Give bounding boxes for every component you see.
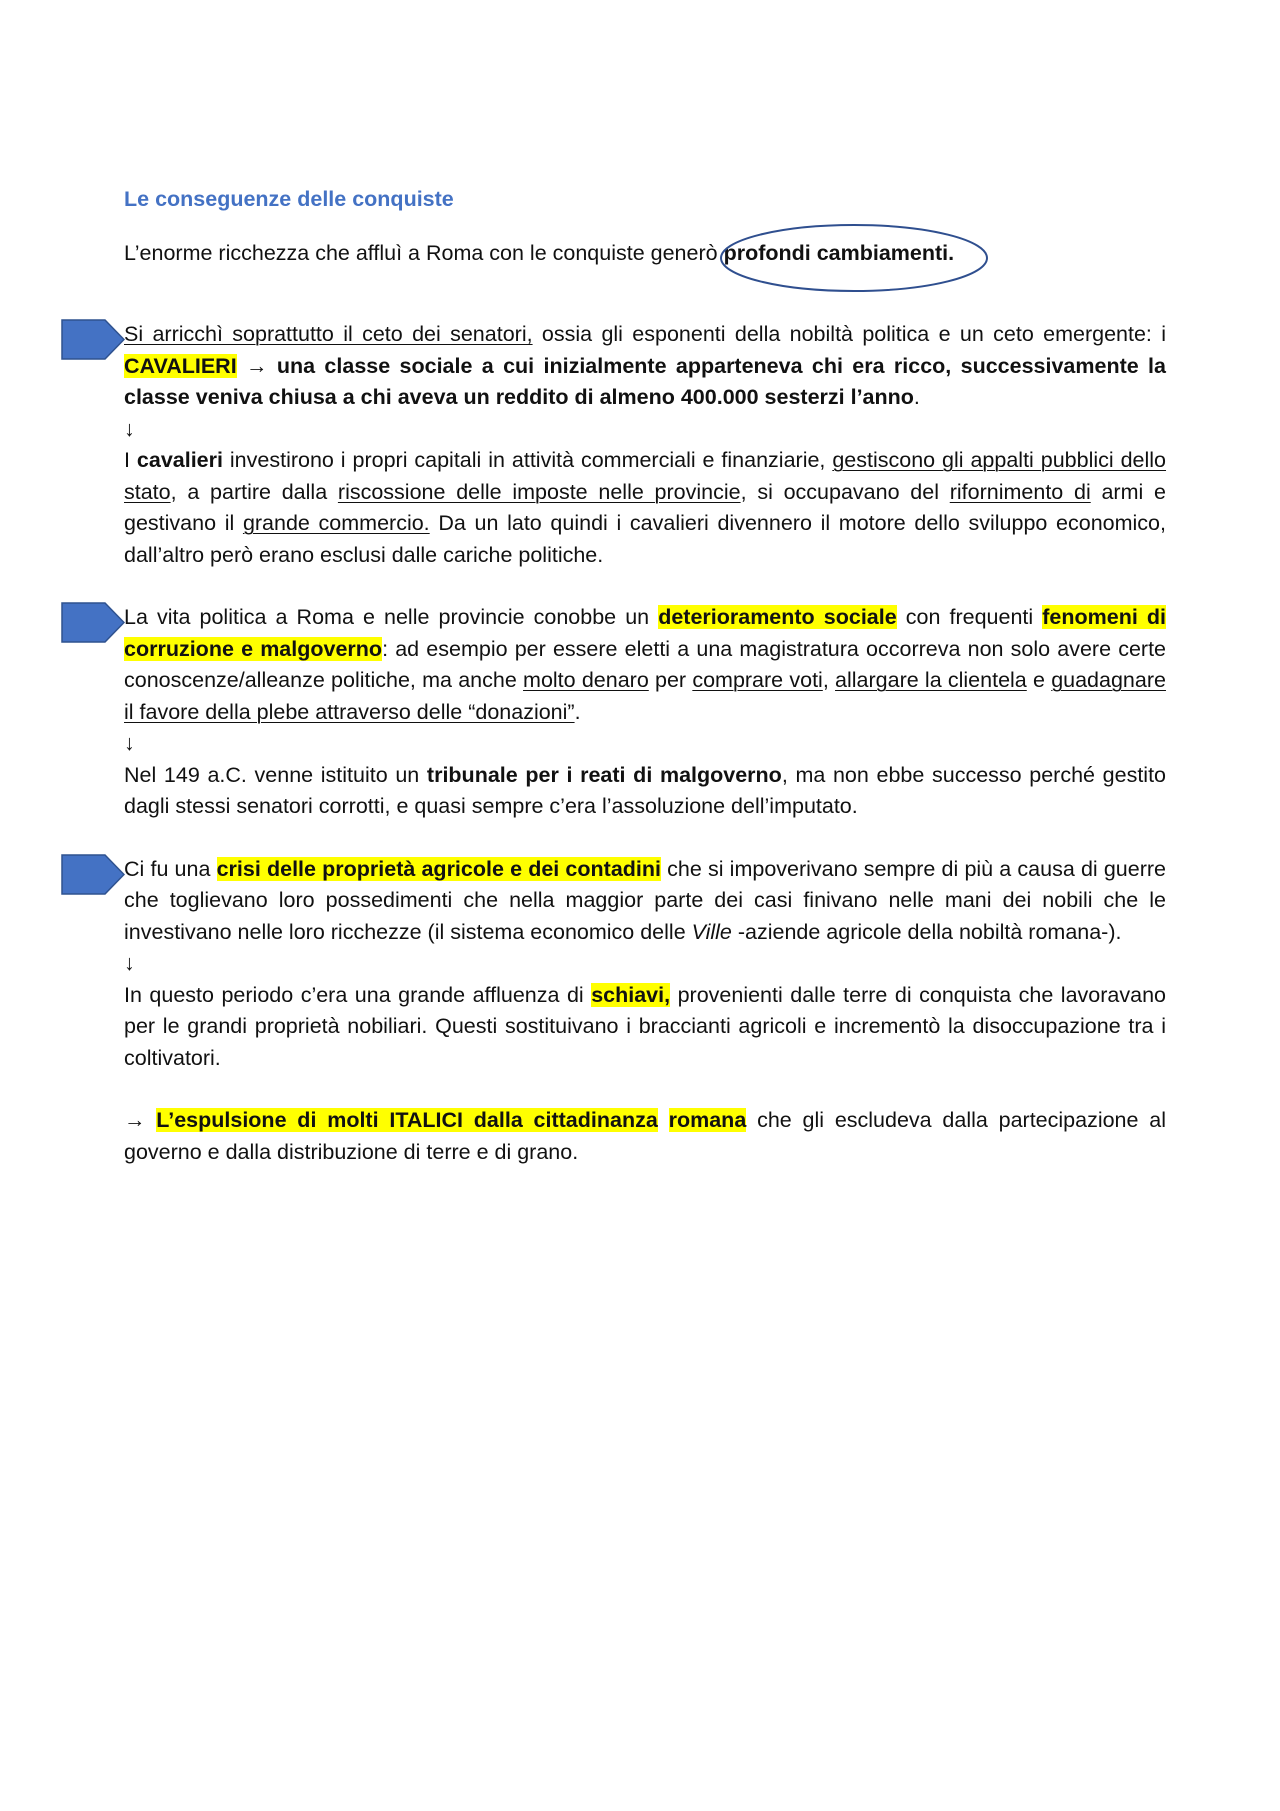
text: Da un lato quindi i cavalieri divennero il motore dello sviluppo economico, dall’altro però erano esclusi dalle cariche politiche. — [124, 511, 1166, 567]
circled-phrase — [724, 238, 955, 270]
section-corruption — [124, 602, 1166, 823]
underlined-text: comprare voti — [692, 668, 823, 692]
text: provenienti dalle terre di conquista che lavoravano per le grandi proprietà nobiliari. Questi sostituivano i braccianti agricoli e incrementò la disoccupazione tra i coltivatori. — [124, 982, 1166, 1070]
paragraph — [124, 445, 1166, 571]
section-italici — [124, 1105, 1166, 1168]
document-body — [124, 184, 1166, 1199]
highlighted-term: romana — [668, 1108, 747, 1132]
underlined-text: Si arricchì soprattutto il ceto dei senatori, — [124, 322, 533, 346]
text: , ma non ebbe successo perché gestito dagli stessi senatori corrotti, e quasi sempre c’era l’assoluzione dell’imputato. — [124, 762, 1167, 818]
pentagon-marker-icon — [61, 319, 125, 360]
section-agriculture — [124, 854, 1166, 1075]
down-arrow-icon: ↓ — [124, 416, 135, 441]
text: . — [574, 699, 581, 724]
text — [658, 1108, 669, 1132]
text: In questo periodo c’era una grande affluenza di — [124, 982, 592, 1007]
right-arrow-icon: → — [246, 353, 268, 378]
underlined-text: allargare la clientela — [835, 668, 1027, 692]
pentagon-marker-icon — [61, 602, 125, 643]
down-arrow-icon: ↓ — [124, 951, 135, 975]
text: Ci fu una — [124, 856, 217, 881]
highlighted-term: CAVALIERI — [124, 353, 237, 378]
bold-text: tribunale per i reati di malgoverno — [426, 762, 782, 787]
underlined-text: molto denaro — [523, 668, 649, 692]
text: , si occupavano del — [740, 479, 950, 504]
text: I — [124, 448, 137, 472]
text: Nel 149 a.C. venne istituito un — [124, 762, 427, 787]
underlined-text: gestiscono gli appalti pubblici dello stato — [124, 448, 1167, 504]
intro-circled-text: profondi cambiamenti. — [723, 240, 955, 265]
paragraph — [124, 854, 1166, 949]
paragraph — [124, 1105, 1166, 1168]
bold-text: una classe sociale a cui inizialmente apparteneva chi era ricco, successivamente la classe veniva chiusa a chi aveva un reddito di almeno 400.000 sesterzi l’anno — [124, 353, 1166, 409]
highlighted-term: L’espulsione di molti ITALICI dalla cittadinanza — [156, 1108, 658, 1132]
pentagon-marker-icon — [61, 854, 125, 895]
highlighted-term: deterioramento sociale — [658, 605, 897, 629]
text: che si impoverivano sempre di più a causa di guerre che toglievano loro possedimenti che nella maggior parte dei casi finivano nelle mani dei nobili che le investivano nelle loro ricchezze (il sistema economico delle — [124, 856, 1166, 944]
page-title: Le conseguenze delle conquiste — [124, 187, 454, 211]
text: , — [822, 668, 836, 692]
highlighted-term: crisi delle proprietà agricole e dei contadini — [216, 856, 661, 881]
underlined-text: riscossione delle imposte nelle provincie — [337, 479, 741, 504]
bold-text: cavalieri — [136, 448, 223, 472]
intro-text: L’enorme ricchezza che affluì a Roma con le conquiste generò — [124, 240, 724, 265]
highlighted-term: schiavi, — [591, 982, 671, 1007]
paragraph — [124, 980, 1166, 1075]
section-senators — [124, 319, 1166, 571]
italic-text: Ville — [691, 919, 732, 944]
text: armi e gestivano il — [124, 479, 1166, 535]
text: che gli escludeva dalla partecipazione al governo e dalla distribuzione di terre e di grano. — [124, 1108, 1166, 1164]
text: . — [913, 385, 920, 409]
underlined-text: guadagnare il favore della plebe attraverso delle “donazioni” — [124, 668, 1166, 724]
text: per — [648, 668, 693, 692]
text: ossia gli esponenti della nobiltà politica e un ceto emergente: i — [532, 322, 1166, 346]
text: -aziende agricole della nobiltà romana-). — [731, 919, 1122, 944]
text: La vita politica a Roma e nelle provincie conobbe un — [124, 605, 659, 629]
down-arrow-icon: ↓ — [124, 731, 135, 755]
paragraph — [124, 319, 1166, 414]
paragraph — [124, 602, 1166, 728]
text: , a partire dalla — [170, 479, 338, 504]
underlined-text: rifornimento di — [949, 479, 1091, 504]
text: : ad esempio per essere eletti a una magistratura occorreva non solo avere certe conoscenze/alleanze politiche, ma anche — [124, 636, 1167, 692]
intro-paragraph — [124, 238, 1166, 270]
highlighted-term: fenomeni di corruzione e malgoverno — [124, 605, 1166, 661]
text: e — [1026, 668, 1052, 692]
underlined-text: grande commercio. — [242, 511, 430, 535]
text: con frequenti — [896, 605, 1043, 629]
paragraph — [124, 760, 1166, 823]
right-arrow-icon: → — [124, 1108, 146, 1132]
text: investirono i propri capitali in attività commerciali e finanziarie, — [222, 448, 833, 472]
